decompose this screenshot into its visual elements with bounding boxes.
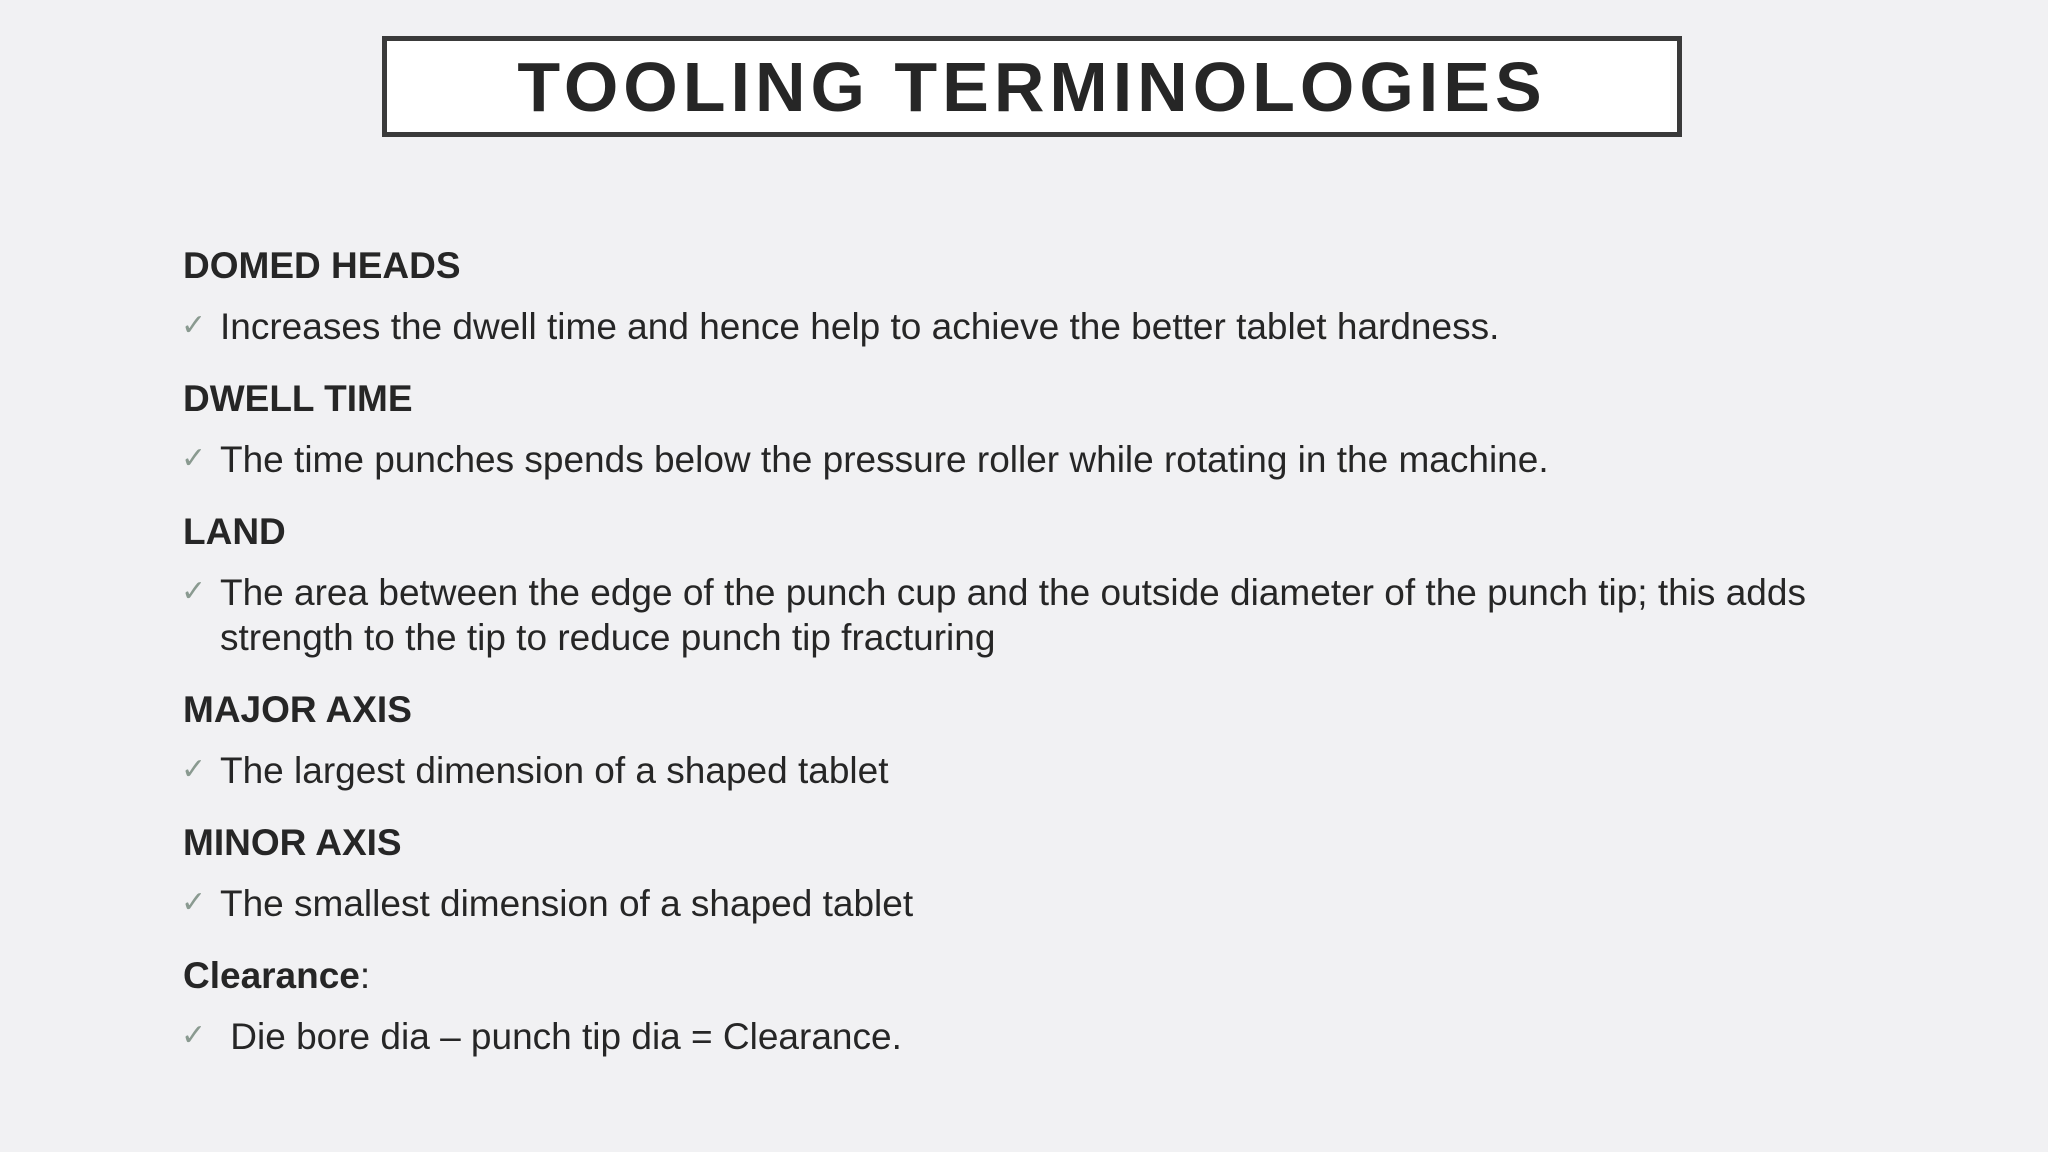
check-mark-icon: ✓: [181, 885, 207, 920]
title-box: [382, 36, 1682, 137]
term-heading: [183, 815, 1883, 871]
term-label: LAND: [183, 511, 286, 552]
definition-item: [183, 570, 1883, 660]
check-mark-icon: ✓: [181, 574, 207, 609]
check-mark-icon: ✓: [181, 308, 207, 343]
term-heading: [183, 238, 1883, 294]
page-title: TOOLING TERMINOLOGIES: [517, 47, 1547, 126]
term-heading: [183, 682, 1883, 738]
check-mark-icon: ✓: [181, 441, 207, 476]
term-heading: [183, 948, 1883, 1004]
definition-text: The area between the edge of the punch cup and the outside diameter of the punch tip; this adds strength to the tip to reduce punch tip fracturing: [220, 572, 1806, 658]
definition-item: [183, 1014, 1883, 1059]
term-label: DWELL TIME: [183, 378, 413, 419]
definition-text: Increases the dwell time and hence help to achieve the better tablet hardness.: [220, 306, 1500, 347]
definition-item: [183, 437, 1883, 482]
term-suffix: :: [359, 955, 371, 996]
definition-text: The smallest dimension of a shaped tablet: [220, 883, 914, 924]
term-label: Clearance: [183, 955, 360, 996]
term-heading: [183, 371, 1883, 427]
definition-text: The largest dimension of a shaped tablet: [220, 750, 889, 791]
term-heading: [183, 504, 1883, 560]
terminology-list: [183, 238, 1883, 1081]
definition-item: [183, 881, 1883, 926]
definition-item: [183, 748, 1883, 793]
term-label: MINOR AXIS: [183, 822, 402, 863]
term-label: DOMED HEADS: [183, 245, 461, 286]
definition-item: [183, 304, 1883, 349]
check-mark-icon: ✓: [181, 752, 207, 787]
definition-text: Die bore dia – punch tip dia = Clearance.: [220, 1016, 902, 1057]
definition-text: The time punches spends below the pressure roller while rotating in the machine.: [220, 439, 1549, 480]
term-label: MAJOR AXIS: [183, 689, 412, 730]
check-mark-icon: ✓: [181, 1018, 207, 1053]
